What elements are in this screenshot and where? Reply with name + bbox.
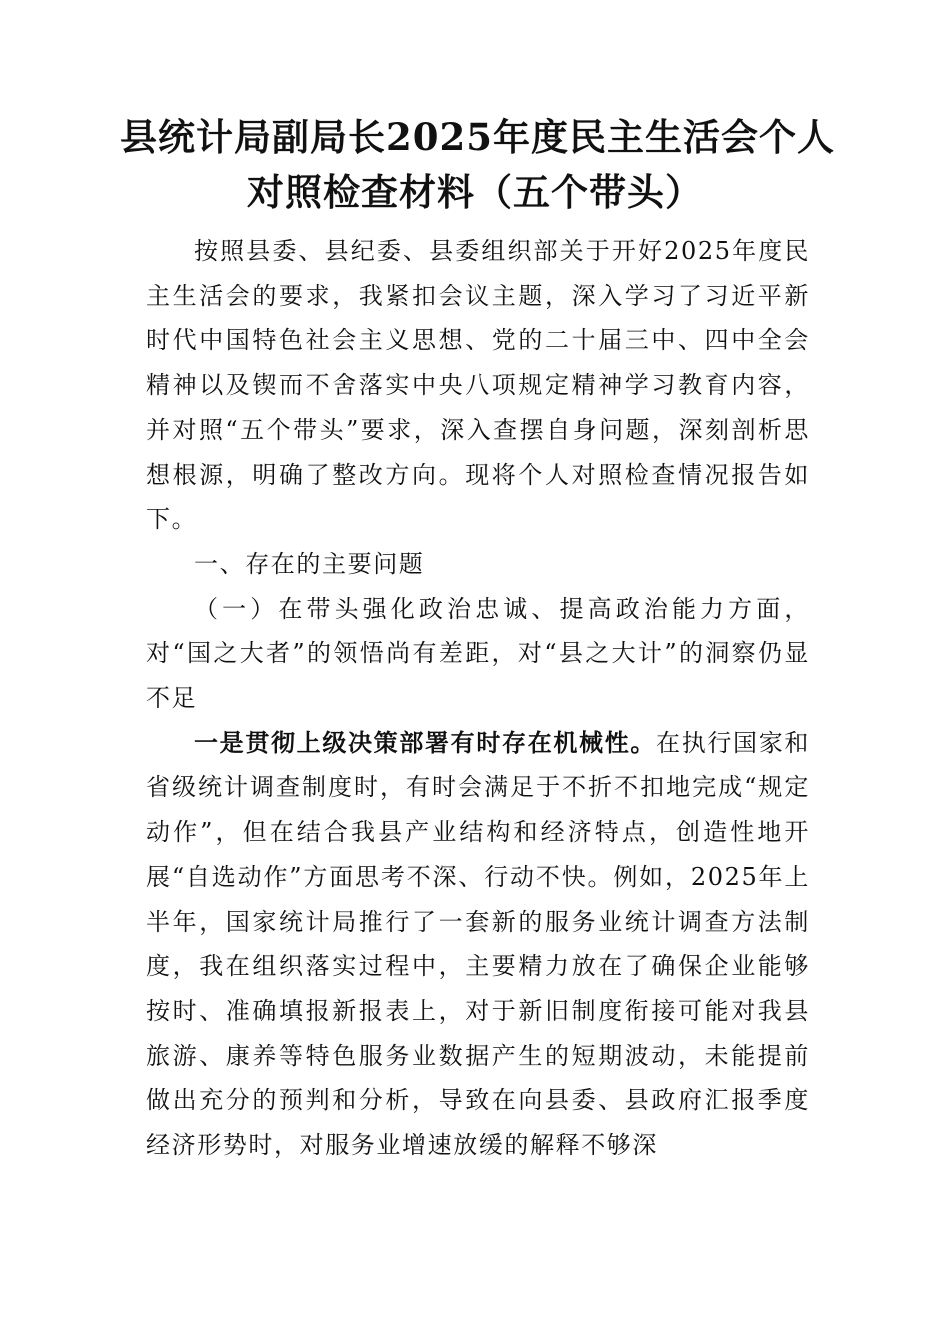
- title-line-1: 县统计局副局长2025年度民主生活会个人: [120, 115, 835, 159]
- point-1-text: 在执行国家和省级统计调查制度时，有时会满足于不折不扣地完成“规定动作”，但在结合我县产业结构和经济特点，创造性地开展“自选动作”方面思考不深、行动不快。例如，2025年上半年，国家统计局推行了一套新的服务业统计调查方法制度，我在组织落实过程中，主要精力放在了确保企业能够按时、准确填报新报表上，对于新旧制度衔接可能对我县旅游、康养等特色服务业数据产生的短期波动，未能提前做出充分的预判和分析，导致在向县委、县政府汇报季度经济形势时，对服务业增速放缓的解释不够深: [146, 728, 810, 1160]
- point-1-lead: 一是贯彻上级决策部署有时存在机械性。: [194, 727, 657, 757]
- document-body: [146, 229, 810, 1168]
- point-paragraph-1: [146, 721, 810, 1168]
- intro-paragraph: 按照县委、县纪委、县委组织部关于开好2025年度民主生活会的要求，我紧扣会议主题，深入学习了习近平新时代中国特色社会主义思想、党的二十届三中、四中全会精神以及锲而不舍落实中央八项规定精神学习教育内容，并对照“五个带头”要求，深入查摆自身问题，深刻剖析思想根源，明确了整改方向。现将个人对照检查情况报告如下。: [146, 237, 810, 534]
- document-title: [120, 110, 835, 220]
- title-line-2: 对照检查材料（五个带头）: [247, 170, 703, 214]
- section-heading-1: 一、存在的主要问题: [194, 549, 425, 578]
- subsection-heading-1: （一）在带头强化政治忠诚、提高政治能力方面，对“国之大者”的领悟尚有差距，对“县之大计”的洞察仍显不足: [146, 594, 810, 713]
